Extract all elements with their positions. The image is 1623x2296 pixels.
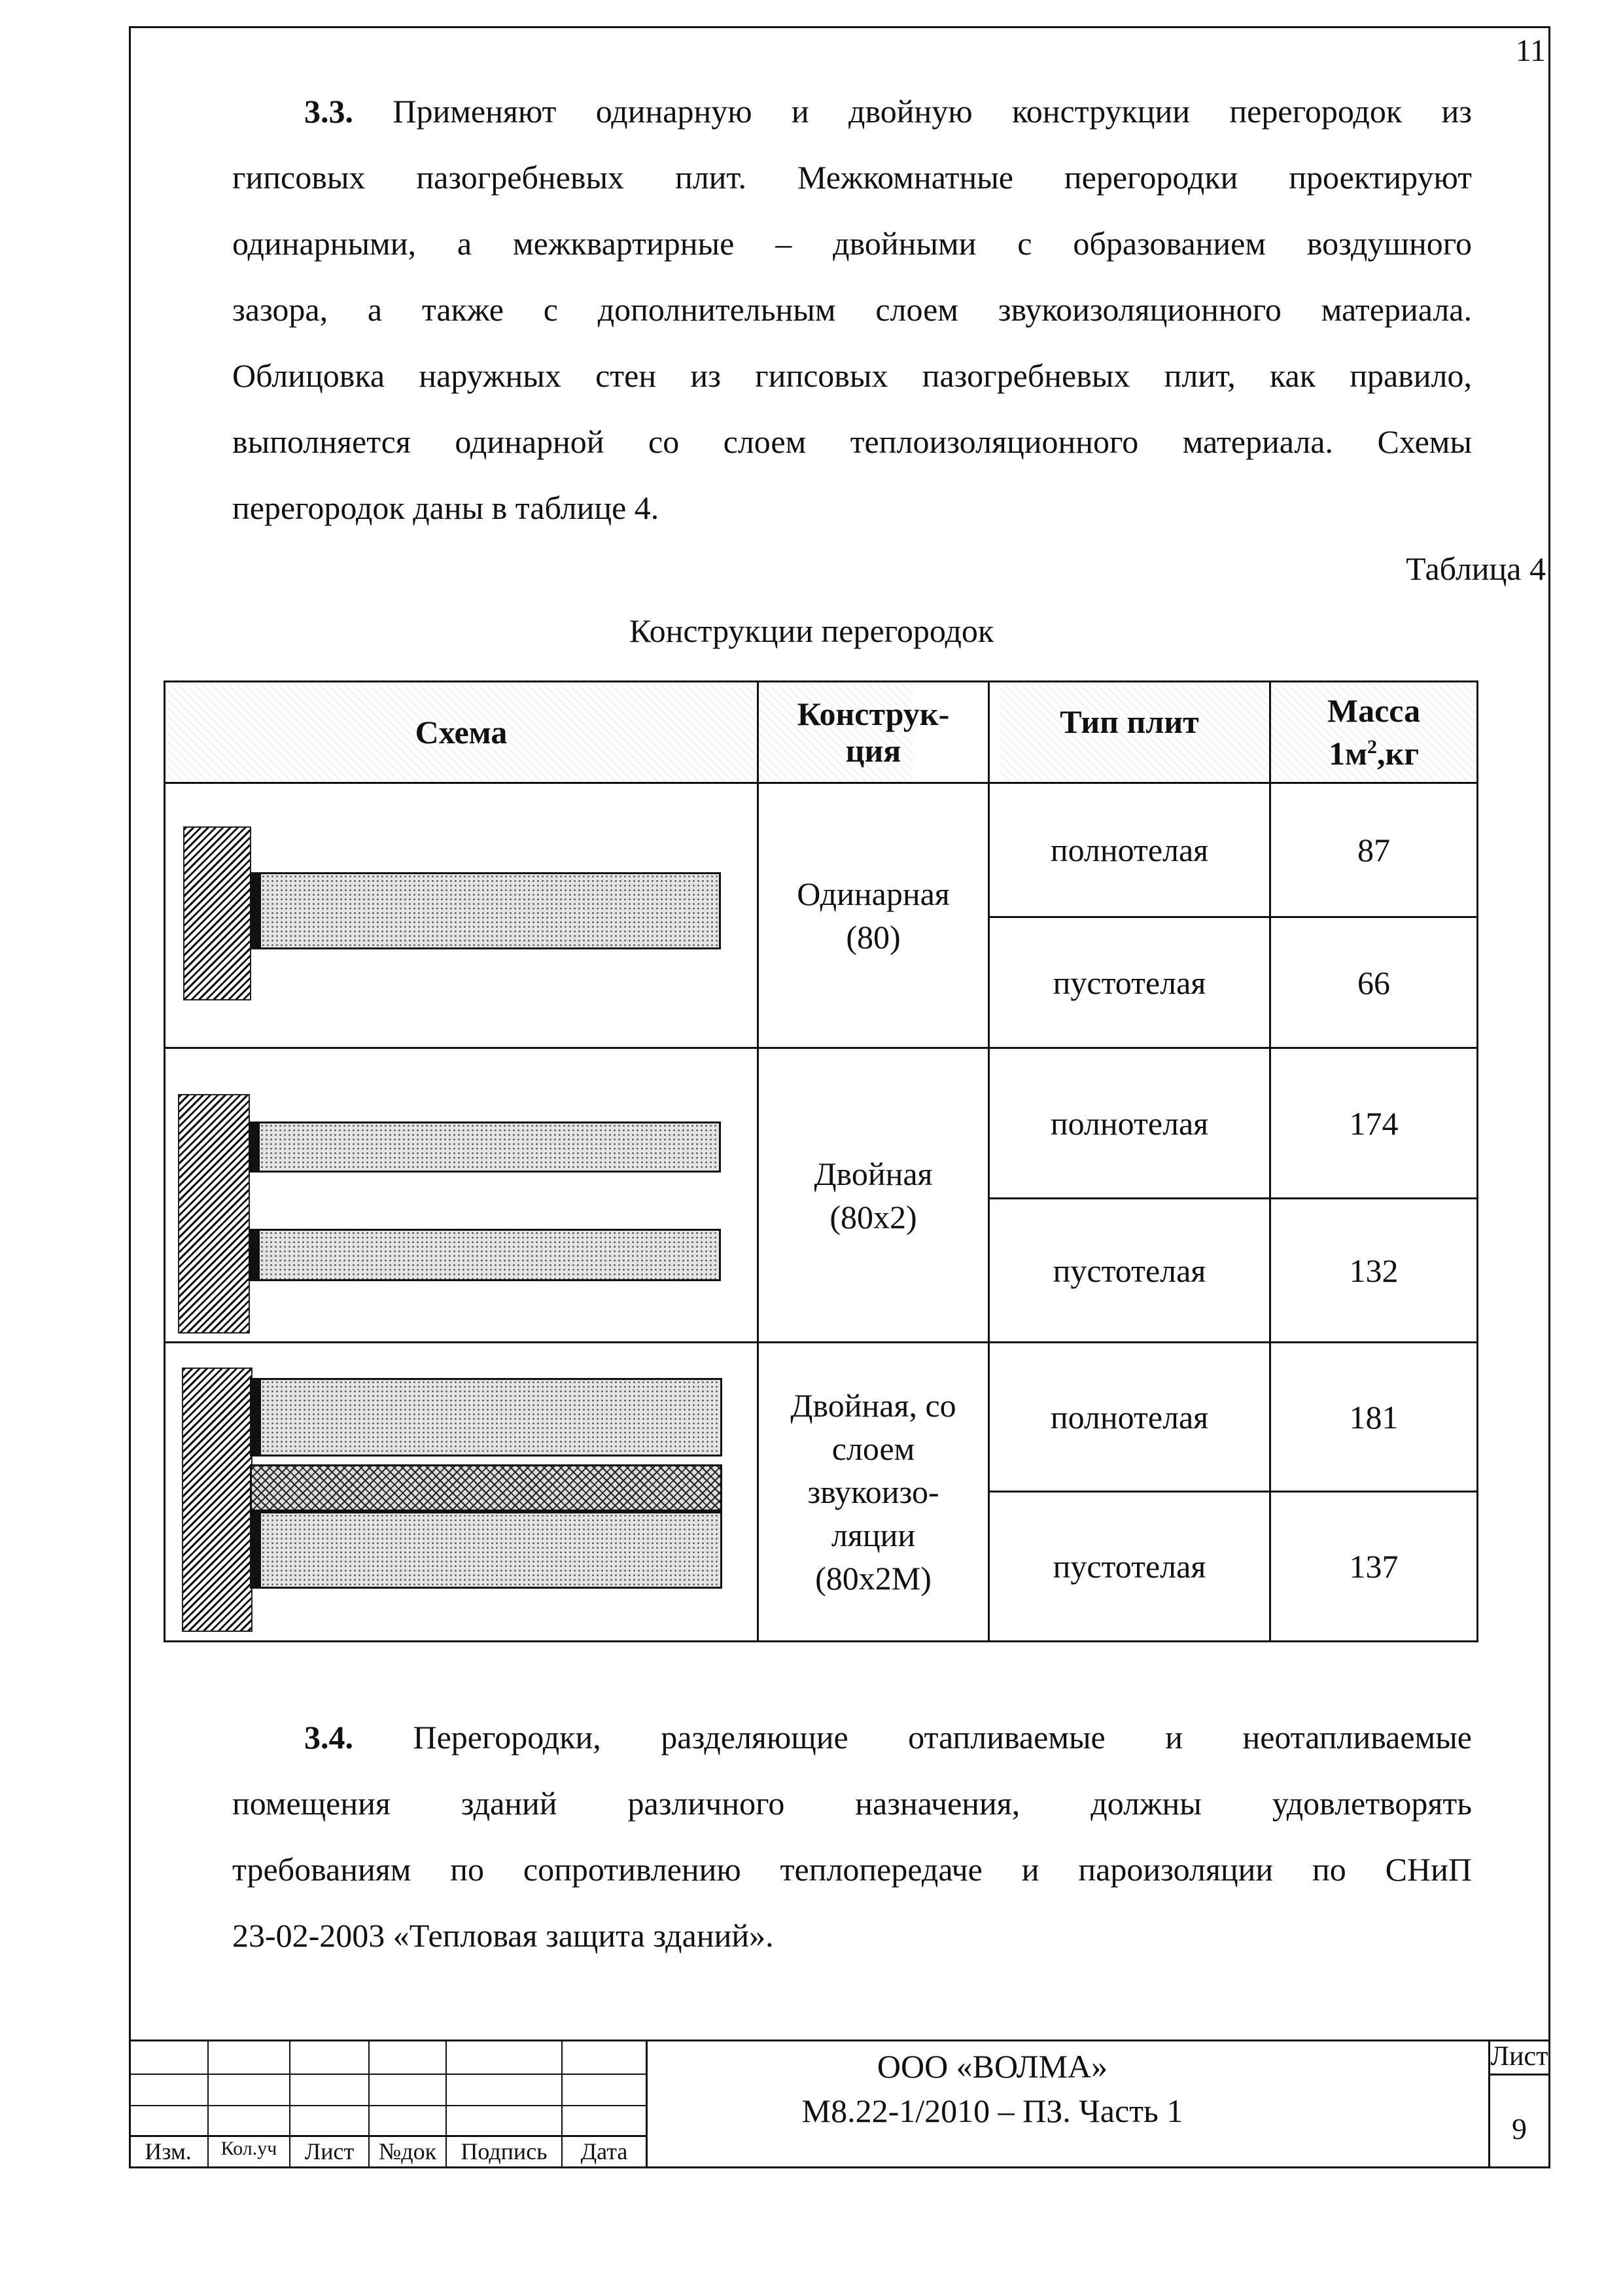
- table-border: [164, 1640, 1478, 1642]
- header-construction: Конструк- ция: [797, 696, 950, 769]
- construction-cell: Двойная, со слоем звукоизо- ляции (80х2М): [790, 1387, 956, 1597]
- section-3-3-line: зазора, а также с дополнительным слоем звукоизоляционного материала.: [232, 291, 1472, 328]
- wall-hatch: [183, 826, 251, 1000]
- page-number: 11: [1515, 33, 1546, 68]
- sheet-label: Лист: [1490, 2041, 1548, 2072]
- section-3-3-line: выполняется одинарной со слоем теплоизоляционного материала. Схемы: [232, 423, 1472, 460]
- table-border: [1476, 680, 1478, 1642]
- section-3-3-line: 3.3. Применяют одинарную и двойную конструкции перегородок из: [304, 93, 1472, 130]
- table-border: [164, 680, 166, 1642]
- gypsum-plate: [250, 1511, 722, 1589]
- construction-cell: Одинарная (80): [797, 875, 950, 955]
- table-title: Конструкции перегородок: [629, 612, 994, 649]
- stamp-col-label: Кол.уч: [220, 2138, 277, 2159]
- section-3-4: [232, 1704, 1472, 1969]
- plate-type-cell: пустотелая: [1053, 964, 1206, 1001]
- stamp-col-label: №док: [378, 2138, 437, 2164]
- stamp-col-label: Лист: [304, 2138, 355, 2164]
- mass-cell: 66: [1357, 964, 1390, 1001]
- plate-type-cell: пустотелая: [1053, 1252, 1206, 1289]
- stamp-col-label: Дата: [580, 2138, 628, 2164]
- mass-cell: 181: [1349, 1398, 1399, 1436]
- section-number: 3.3.: [304, 93, 353, 130]
- section-number: 3.4.: [304, 1719, 353, 1756]
- section-3-4-line: 3.4. Перегородки, разделяющие отапливаемые и неотапливаемые: [304, 1719, 1472, 1756]
- header-scheme: Схема: [415, 714, 508, 751]
- stamp-col-label: Подпись: [461, 2138, 548, 2164]
- title-block: [129, 2040, 1550, 2168]
- gypsum-plate: [249, 1229, 721, 1281]
- document-number: М8.22-1/2010 – ПЗ. Часть 1: [801, 2093, 1183, 2129]
- section-3-3-line: Облицовка наружных стен из гипсовых пазогребневых плит, как правило,: [232, 357, 1472, 394]
- mass-cell: 174: [1349, 1104, 1399, 1142]
- plate-type-cell: полнотелая: [1050, 832, 1209, 868]
- gypsum-plate: [250, 1378, 722, 1457]
- construction-cell: Двойная (80х2): [814, 1155, 933, 1235]
- gypsum-plate: [249, 1122, 721, 1173]
- wall-hatch: [178, 1094, 250, 1333]
- plate-type-cell: пустотелая: [1053, 1548, 1206, 1585]
- plate-type-cell: полнотелая: [1050, 1104, 1209, 1142]
- plate-type-cell: полнотелая: [1050, 1398, 1209, 1436]
- mass-cell: 87: [1357, 832, 1390, 868]
- sound-insulation-layer: [250, 1464, 722, 1511]
- sheet-number: 9: [1512, 2112, 1527, 2146]
- section-3-4-line: 23-02-2003 «Тепловая защита зданий».: [232, 1917, 774, 1954]
- section-3-4-line: помещения зданий различного назначения, должны удовлетворять: [232, 1785, 1472, 1822]
- gypsum-plate: [250, 872, 721, 949]
- stamp-col-label: Изм.: [145, 2138, 192, 2164]
- header-plate-type: Тип плит: [1060, 703, 1199, 740]
- section-3-3-line: одинарными, а межквартирные – двойными с образованием воздушного: [232, 225, 1472, 262]
- section-3-3: [232, 79, 1472, 541]
- partitions-table: [164, 680, 1478, 1642]
- organization-name: ООО «ВОЛМА»: [877, 2048, 1108, 2085]
- mass-cell: 137: [1349, 1548, 1399, 1585]
- table-label: Таблица 4: [1406, 550, 1546, 587]
- wall-hatch: [182, 1368, 253, 1632]
- header-mass: Масса $1м^2,кг$: [1327, 692, 1421, 772]
- section-3-3-line: перегородок даны в таблице 4.: [232, 489, 659, 526]
- mass-cell: 132: [1349, 1252, 1399, 1289]
- section-3-4-line: требованиям по сопротивлению теплопередаче и пароизоляции по СНиП: [232, 1851, 1472, 1888]
- section-3-3-line: гипсовых пазогребневых плит. Межкомнатные перегородки проектируют: [232, 159, 1472, 196]
